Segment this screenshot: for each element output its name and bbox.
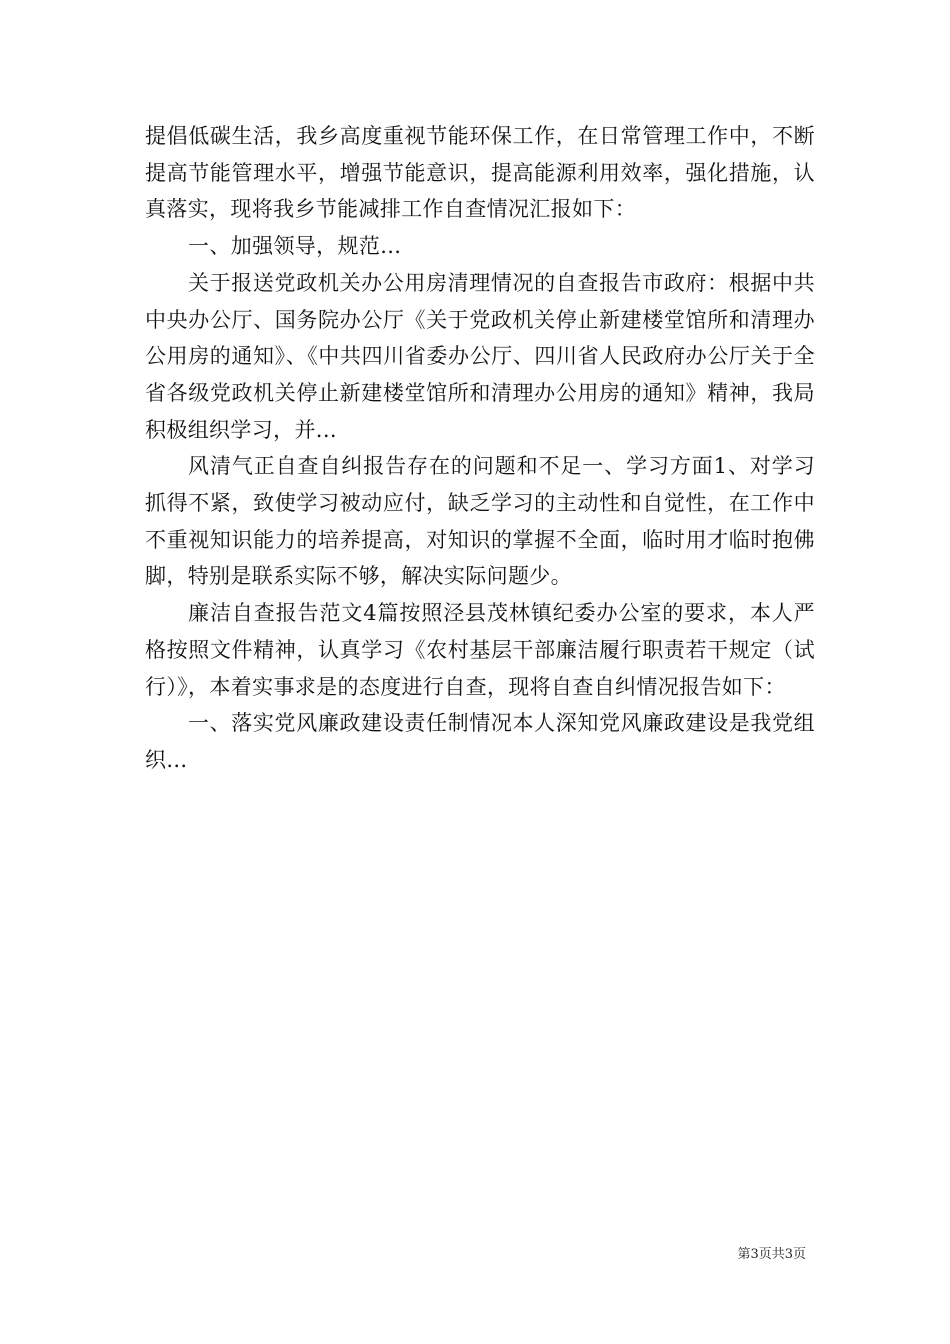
paragraph-heading-leadership: 一、加强领导，规范... [188, 234, 402, 259]
paragraph-self-inspection-issues: 风清气正自查自纠报告存在的问题和不足一、学习方面1、对学习抓得不紧，致使学习被动应付，缺乏学习的主动性和自觉性，在工作中不重视知识能力的培养提高，对知识的掌握不全面，临时用才临时抱佛脚，特别是联系实际不够，解决实际问题少。 [145, 454, 815, 589]
paragraph-continuation: 提倡低碳生活，我乡高度重视节能环保工作，在日常管理工作中，不断提高节能管理水平，增强节能意识，提高能源利用效率，强化措施，认真落实，现将我乡节能减排工作自查情况汇报如下： [145, 124, 815, 222]
document-body [145, 118, 815, 779]
paragraph-office-space-report: 关于报送党政机关办公用房清理情况的自查报告市政府：根据中共中央办公厅、国务院办公厅《关于党政机关停止新建楼堂馆所和清理办公用房的通知》、《中共四川省委办公厅、四川省人民政府办公厅关于全省各级党政机关停止新建楼堂馆所和清理办公用房的通知》精神，我局积极组织学习，并... [145, 270, 815, 442]
paragraph-responsibility-system: 一、落实党风廉政建设责任制情况本人深知党风廉政建设是我党组织... [145, 711, 815, 772]
paragraph-integrity-report: 廉洁自查报告范文4篇按照泾县茂林镇纪委办公室的要求，本人严格按照文件精神，认真学习《农村基层干部廉洁履行职责若干规定（试行）》，本着实事求是的态度进行自查，现将自查自纠情况报告如下： [145, 601, 815, 699]
page-number: 第3页共3页 [737, 1247, 806, 1262]
